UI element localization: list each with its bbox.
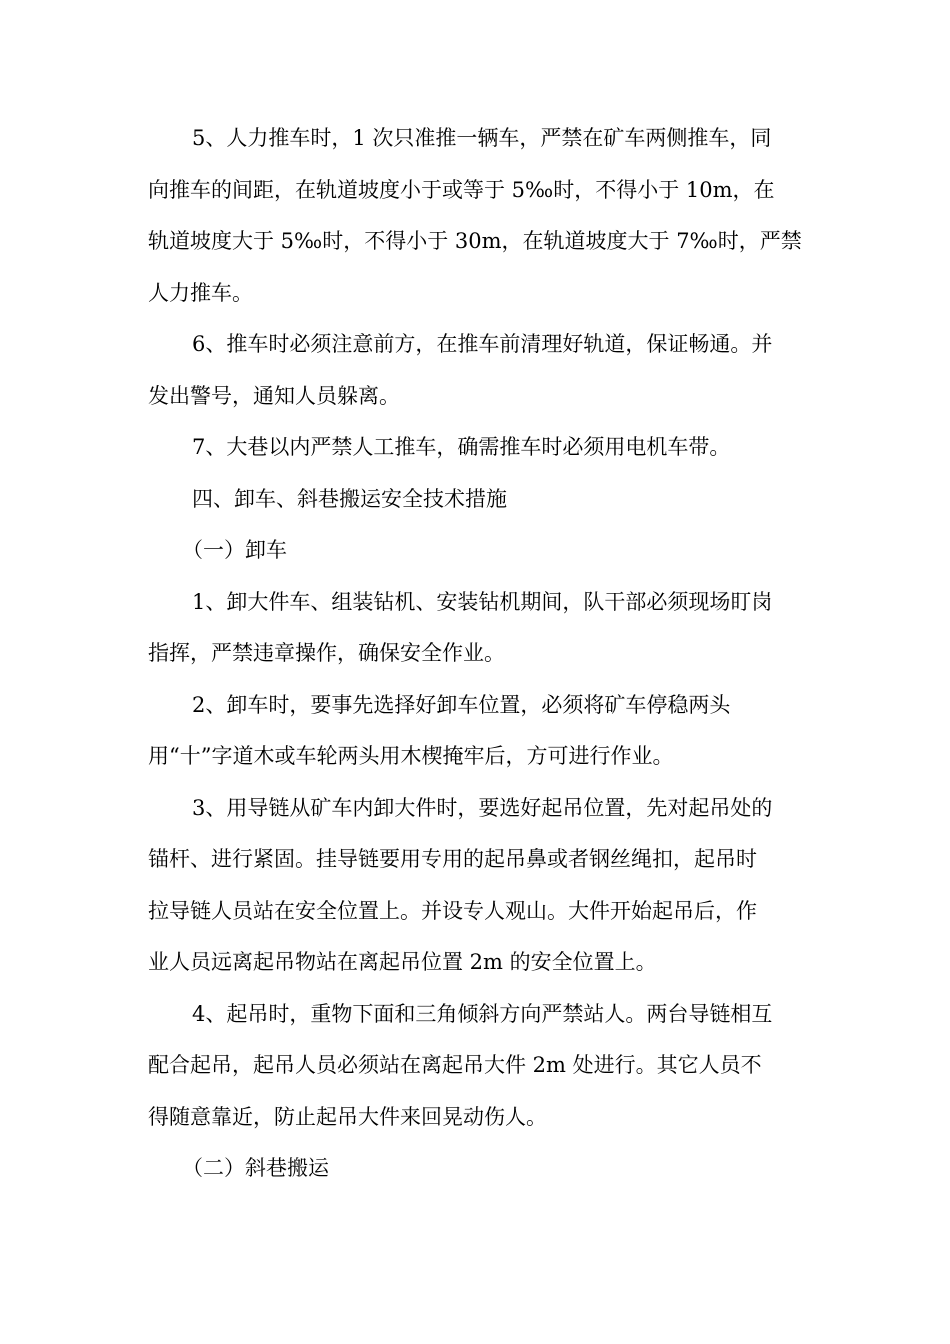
text-line: 得随意靠近，防止起吊大件来回晃动伤人。 [148, 1105, 547, 1129]
text-line: 向推车的间距，在轨道坡度小于或等于 5‰时，不得小于 10m，在 [148, 178, 775, 202]
text-line: 拉导链人员站在安全位置上。并设专人观山。大件开始起吊后，作 [148, 899, 757, 923]
text-line: 6、推车时必须注意前方，在推车前清理好轨道，保证畅通。并 [192, 332, 773, 356]
text-line: 发出警号，通知人员躲离。 [148, 384, 400, 408]
text-line: 业人员远离起吊物站在离起吊位置 2m 的安全位置上。 [148, 950, 657, 974]
text-line: 7、大巷以内严禁人工推车，确需推车时必须用电机车带。 [192, 435, 731, 459]
text-line: 锚杆、进行紧固。挂导链要用专用的起吊鼻或者钢丝绳扣，起吊时 [148, 847, 757, 871]
text-line: 指挥，严禁违章操作，确保安全作业。 [148, 641, 505, 665]
subsection-heading: （二）斜巷搬运 [182, 1156, 329, 1180]
subsection-heading: （一）卸车 [182, 538, 287, 562]
section-heading: 四、卸车、斜巷搬运安全技术措施 [192, 487, 507, 511]
text-line: 用“十”字道木或车轮两头用木楔掩牢后，方可进行作业。 [148, 744, 674, 768]
text-line: 4、起吊时，重物下面和三角倾斜方向严禁站人。两台导链相互 [192, 1002, 773, 1026]
text-line: 5、人力推车时，1 次只准推一辆车，严禁在矿车两侧推车，同 [192, 126, 772, 150]
text-line: 2、卸车时，要事先选择好卸车位置，必须将矿车停稳两头 [192, 693, 731, 717]
text-line: 轨道坡度大于 5‰时，不得小于 30m，在轨道坡度大于 7‰时，严禁 [148, 229, 802, 253]
text-line: 配合起吊，起吊人员必须站在离起吊大件 2m 处进行。其它人员不 [148, 1053, 762, 1077]
text-line: 1、卸大件车、组装钻机、安装钻机期间，队干部必须现场盯岗 [192, 590, 773, 614]
text-line: 人力推车。 [148, 281, 253, 305]
text-line: 3、用导链从矿车内卸大件时，要选好起吊位置，先对起吊处的 [192, 796, 773, 820]
